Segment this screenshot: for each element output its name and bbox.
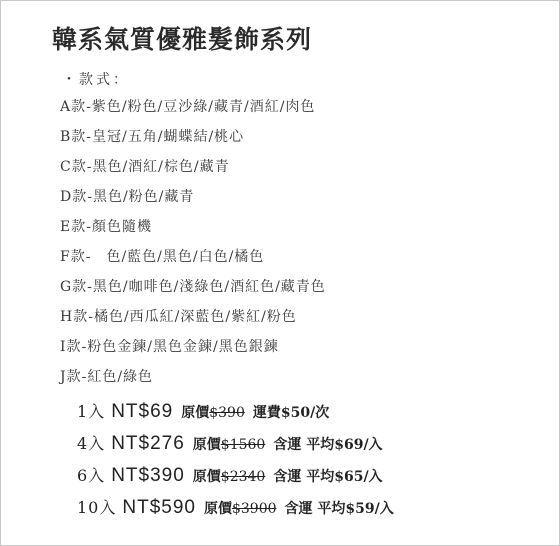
style-option-d: D款-黑色/粉色/藏青: [60, 189, 195, 205]
style-option-g: G款-黑色/咖啡色/淺綠色/酒紅色/藏青色: [60, 279, 326, 295]
pricing-note: 運費$50/次: [252, 405, 330, 421]
original-price-label: 原價: [203, 501, 232, 517]
style-option-h: H款-橘色/西瓜紅/深藍色/紫紅/粉色: [60, 309, 297, 325]
style-option-c: C款-黑色/酒紅/棕色/藏青: [60, 159, 230, 175]
original-price-value: $2340: [220, 469, 266, 485]
style-option-e: E款-顏色隨機: [60, 219, 152, 235]
pricing-row: [77, 430, 394, 462]
style-option-b: B款-皇冠/五角/蝴蝶結/桃心: [60, 129, 245, 145]
pricing-quantity: 4入: [77, 434, 106, 453]
page-title: 韓系氣質優雅髮飾系列: [52, 25, 313, 54]
pricing-note: 含運 平均$65/入: [273, 469, 383, 485]
pricing-price: NT$390: [111, 465, 185, 486]
style-option-f: F款- 色/藍色/黑色/白色/橘色: [60, 249, 265, 265]
pricing-note: 含運 平均$59/入: [284, 501, 394, 517]
original-price-label: 原價: [181, 405, 210, 421]
pricing-quantity: 6入: [77, 466, 106, 485]
pricing-quantity: 10入: [77, 498, 117, 517]
original-price-label: 原價: [192, 469, 221, 485]
original-price-value: $390: [209, 405, 245, 421]
pricing-list: [77, 398, 394, 526]
pricing-row: [77, 462, 394, 494]
pricing-price: NT$276: [111, 433, 185, 454]
style-list: [60, 96, 326, 396]
style-option-j: J款-紅色/綠色: [60, 369, 154, 385]
original-price-value: $3900: [231, 501, 277, 517]
pricing-note: 含運 平均$69/入: [273, 437, 383, 453]
pricing-quantity: 1入: [77, 402, 106, 421]
style-option-i: I款-粉色金鍊/黑色金鍊/黑色銀鍊: [60, 339, 279, 355]
original-price-value: $1560: [220, 437, 266, 453]
style-option-a: A款-紫色/粉色/豆沙綠/藏青/酒紅/肉色: [60, 99, 316, 115]
pricing-row: [77, 398, 394, 430]
original-price-label: 原價: [192, 437, 221, 453]
style-section-label: ・款式：: [62, 72, 130, 88]
pricing-row: [77, 494, 394, 526]
pricing-price: NT$69: [111, 401, 174, 422]
pricing-price: NT$590: [122, 497, 196, 518]
